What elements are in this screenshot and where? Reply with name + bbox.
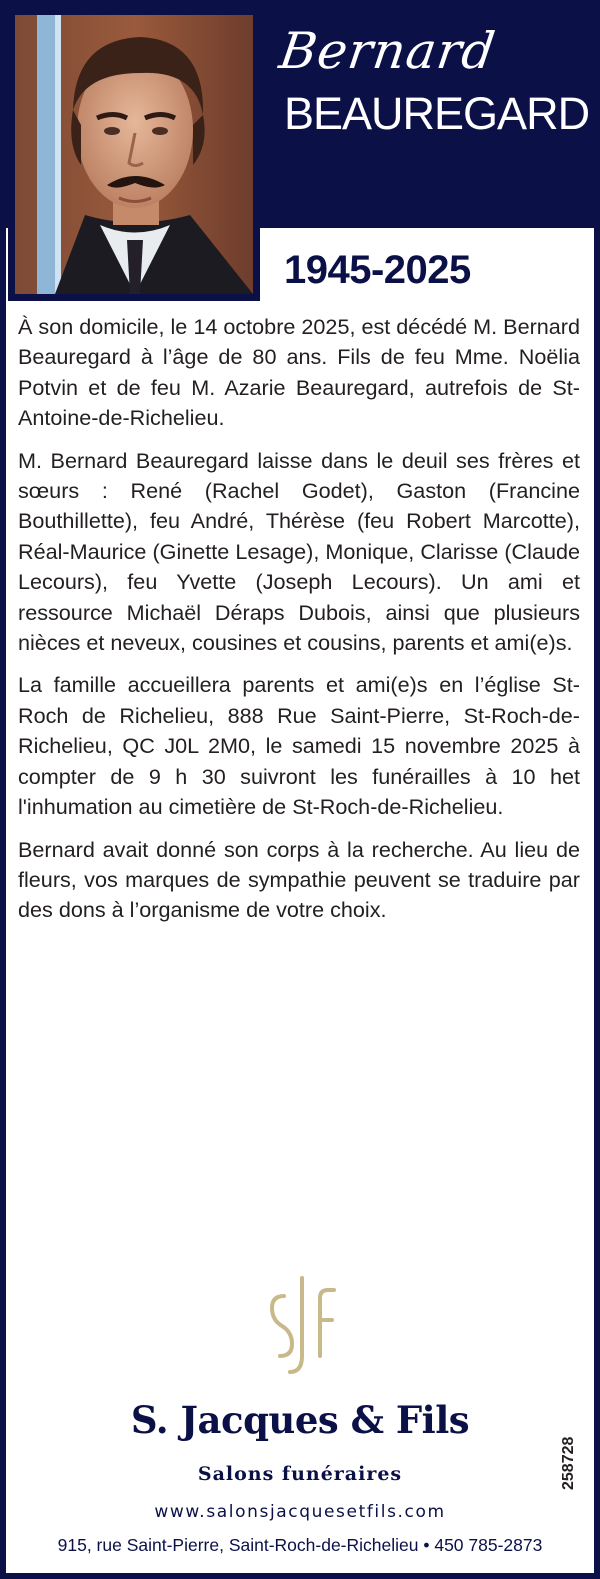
funeral-home-website: www.salonsjacquesetfils.com (154, 1502, 446, 1522)
paragraph-donations: Bernard avait donné son corps à la recherche. Au lieu de fleurs, vos marques de sympathie peuvent se traduire par des dons à l’organisme de votre choix. (18, 836, 580, 923)
funeral-home-subtitle: Salons funéraires (197, 1463, 403, 1485)
paragraph-family: M. Bernard Beauregard laisse dans le deuil ses frères et sœurs : René (Rachel Godet), Gaston (Francine Bouthillette), feu André, Thérèse (feu Robert Marcotte), Réal-Maurice (Ginette Lesage), Monique, Clarisse (Claude Lecours), feu Yvette (Joseph Lecours). Un ami et ressource Michaël Déraps Dubois, ainsi que plusieurs nièces et neveux, cousines et cousins, parents et ami(e)s. (18, 447, 580, 656)
funeral-home-address: 915, rue Saint-Pierre, Saint-Roch-de-Richelieu • 450 785-2873 (57, 1535, 543, 1555)
obituary-text (18, 312, 580, 938)
life-years: 1945-2025 (284, 248, 471, 292)
ad-reference-number: 258728 (560, 1436, 577, 1490)
first-name: Bernard (275, 22, 500, 80)
funeral-home-name: S. Jacques & Fils (130, 1398, 470, 1442)
paragraph-service: La famille accueillera parents et ami(e)s en l’église St-Roch de Richelieu, 888 Rue Saint-Pierre, St-Roch-de-Richelieu, QC J0L 2M0, le samedi 15 novembre 2025 à compter de 9 h 30 suivront les funérailles à 10 het l'inhumation au cimetière de St-Roch-de-Richelieu. (18, 672, 580, 820)
portrait-photo (8, 8, 260, 301)
paragraph-death-notice: À son domicile, le 14 octobre 2025, est décédé M. Bernard Beauregard à l’âge de 80 ans. Fils de feu Mme. Noëlia Potvin et de feu M. Azarie Beauregard, autrefois de St-Antoine-de-Richelieu. (18, 314, 580, 431)
sjf-monogram-logo (262, 1276, 342, 1376)
portrait-image (15, 15, 253, 294)
last-name: BEAUREGARD (284, 88, 590, 139)
